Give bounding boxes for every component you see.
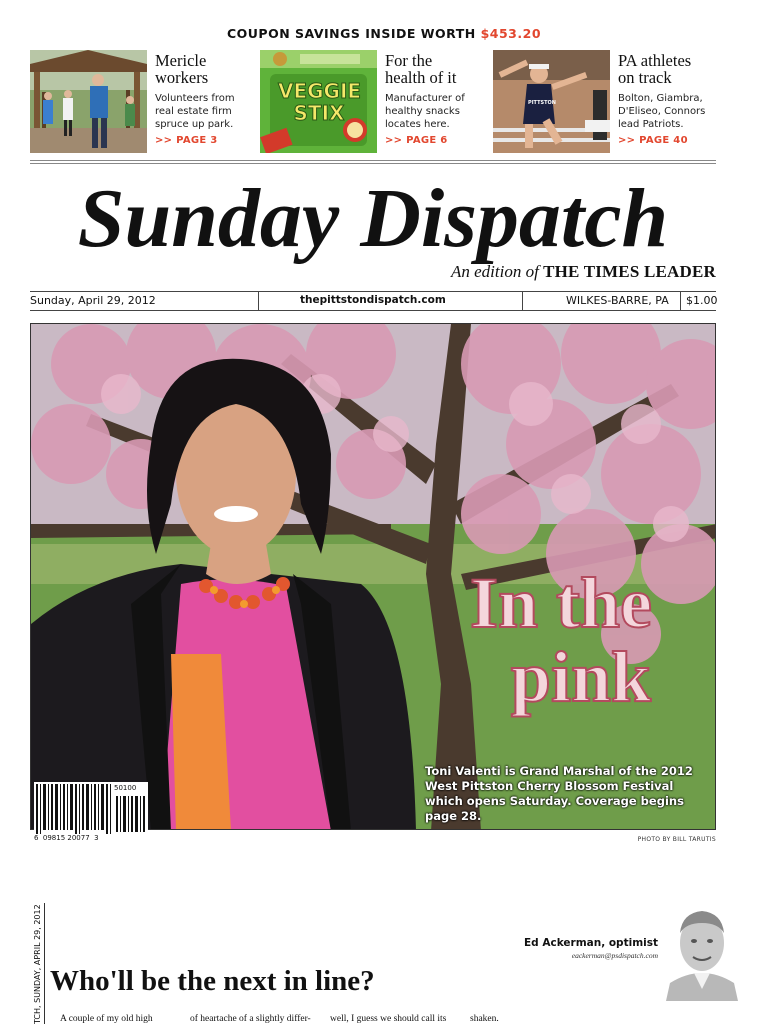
hero-caption: Toni Valenti is Grand Marshal of the 2012 West Pittston Cherry Blossom Festival which opens Saturday. Coverage begins page 28. — [425, 764, 693, 823]
masthead — [30, 168, 716, 268]
teaser-mericle[interactable] — [30, 50, 260, 153]
hero-photo — [30, 323, 716, 830]
teaser-headline — [155, 52, 255, 86]
teaser-headline-line: on track — [618, 68, 672, 87]
product-logo — [278, 80, 360, 124]
columnist-email[interactable]: eackerman@psdispatch.com — [571, 951, 658, 960]
teaser-body-line: lead Patriots. — [618, 119, 684, 130]
column-body-text: well, I guess we should call its — [330, 1014, 447, 1024]
teaser-body-line: locates here. — [385, 119, 450, 130]
divider — [30, 160, 716, 161]
dateline-bar — [30, 291, 716, 311]
column-body-text: shaken. — [470, 1014, 499, 1024]
teaser-headline-line: For the — [385, 51, 433, 70]
teaser-text — [385, 52, 485, 146]
teaser-body — [155, 92, 255, 131]
vertical-dateline — [30, 905, 44, 1024]
teaser-body-line: healthy snacks — [385, 106, 460, 117]
coupon-label: COUPON SAVINGS INSIDE WORTH — [226, 26, 476, 41]
teaser-photo-park — [30, 50, 147, 153]
teaser-headline — [618, 52, 718, 86]
teaser-health[interactable] — [260, 50, 490, 153]
teaser-athletes[interactable] — [493, 50, 723, 153]
coupon-amount: $453.20 — [480, 26, 542, 41]
edition-line — [451, 262, 716, 282]
teaser-body — [618, 92, 718, 131]
teaser-page-link[interactable]: >> PAGE 6 — [385, 135, 448, 146]
masthead-logo — [30, 168, 716, 268]
product-name-line: VEGGIE — [278, 79, 362, 103]
teaser-text — [618, 52, 718, 146]
columnist-byline — [524, 937, 658, 960]
teaser-headline-line: workers — [155, 68, 209, 87]
divider — [522, 292, 523, 310]
teaser-photo-veggie-stix — [260, 50, 377, 153]
divider — [44, 903, 45, 1024]
edition-prefix: An edition of — [450, 262, 539, 281]
issue-date: Sunday, April 29, 2012 — [30, 294, 156, 307]
city-label: WILKES-BARRE, PA — [566, 294, 669, 307]
photo-credit: PHOTO BY BILL TARUTIS — [637, 836, 716, 843]
teaser-body-line: spruce up park. — [155, 119, 234, 130]
teaser-body-line: real estate firm — [155, 106, 232, 117]
price-label: $1.00 — [686, 294, 718, 307]
teaser-headline-line: Mericle — [155, 51, 207, 70]
teaser-body-line: Manufacturer of — [385, 93, 465, 104]
teaser-body — [385, 92, 485, 131]
website-link[interactable]: thepittstondispatch.com — [300, 294, 446, 306]
columnist-photo — [666, 903, 738, 1001]
teaser-page-link[interactable]: >> PAGE 3 — [155, 135, 218, 146]
teaser-photo-athlete — [493, 50, 610, 153]
hero-headline-line: In the — [469, 563, 653, 643]
teaser-text — [155, 52, 255, 146]
barcode-addon-number: 50100 — [114, 784, 137, 792]
masthead-title: Sunday Dispatch — [77, 172, 669, 265]
column-body-text: A couple of my old high — [60, 1014, 153, 1024]
coupon-banner — [0, 26, 768, 41]
divider — [258, 292, 259, 310]
teaser-body-line: D'Eliseo, Connors — [618, 106, 706, 117]
hero-headline — [411, 563, 711, 717]
divider — [30, 163, 716, 164]
barcode-number: 6 09815 20077 3 — [34, 834, 99, 842]
teaser-page-link[interactable]: >> PAGE 40 — [618, 135, 688, 146]
hero-headline-line: pink — [510, 637, 652, 717]
product-name-line: STIX — [293, 101, 345, 125]
vertical-dateline-text: TCH, SUNDAY, APRIL 29, 2012 — [33, 904, 42, 1024]
jersey-text: PITTSTON — [528, 100, 556, 106]
teaser-headline — [385, 52, 485, 86]
column-body-text: of heartache of a slightly differ- — [190, 1014, 311, 1024]
teaser-body-line: Volunteers from — [155, 93, 235, 104]
column-headline: Who'll be the next in line? — [50, 965, 375, 997]
columnist-name: Ed Ackerman, optimist — [524, 937, 658, 949]
edition-paper: THE TIMES LEADER — [543, 262, 716, 281]
teaser-body-line: Bolton, Giambra, — [618, 93, 703, 104]
divider — [680, 292, 681, 310]
barcode — [34, 782, 148, 846]
teaser-headline-line: health of it — [385, 68, 457, 87]
teaser-headline-line: PA athletes — [618, 51, 692, 70]
